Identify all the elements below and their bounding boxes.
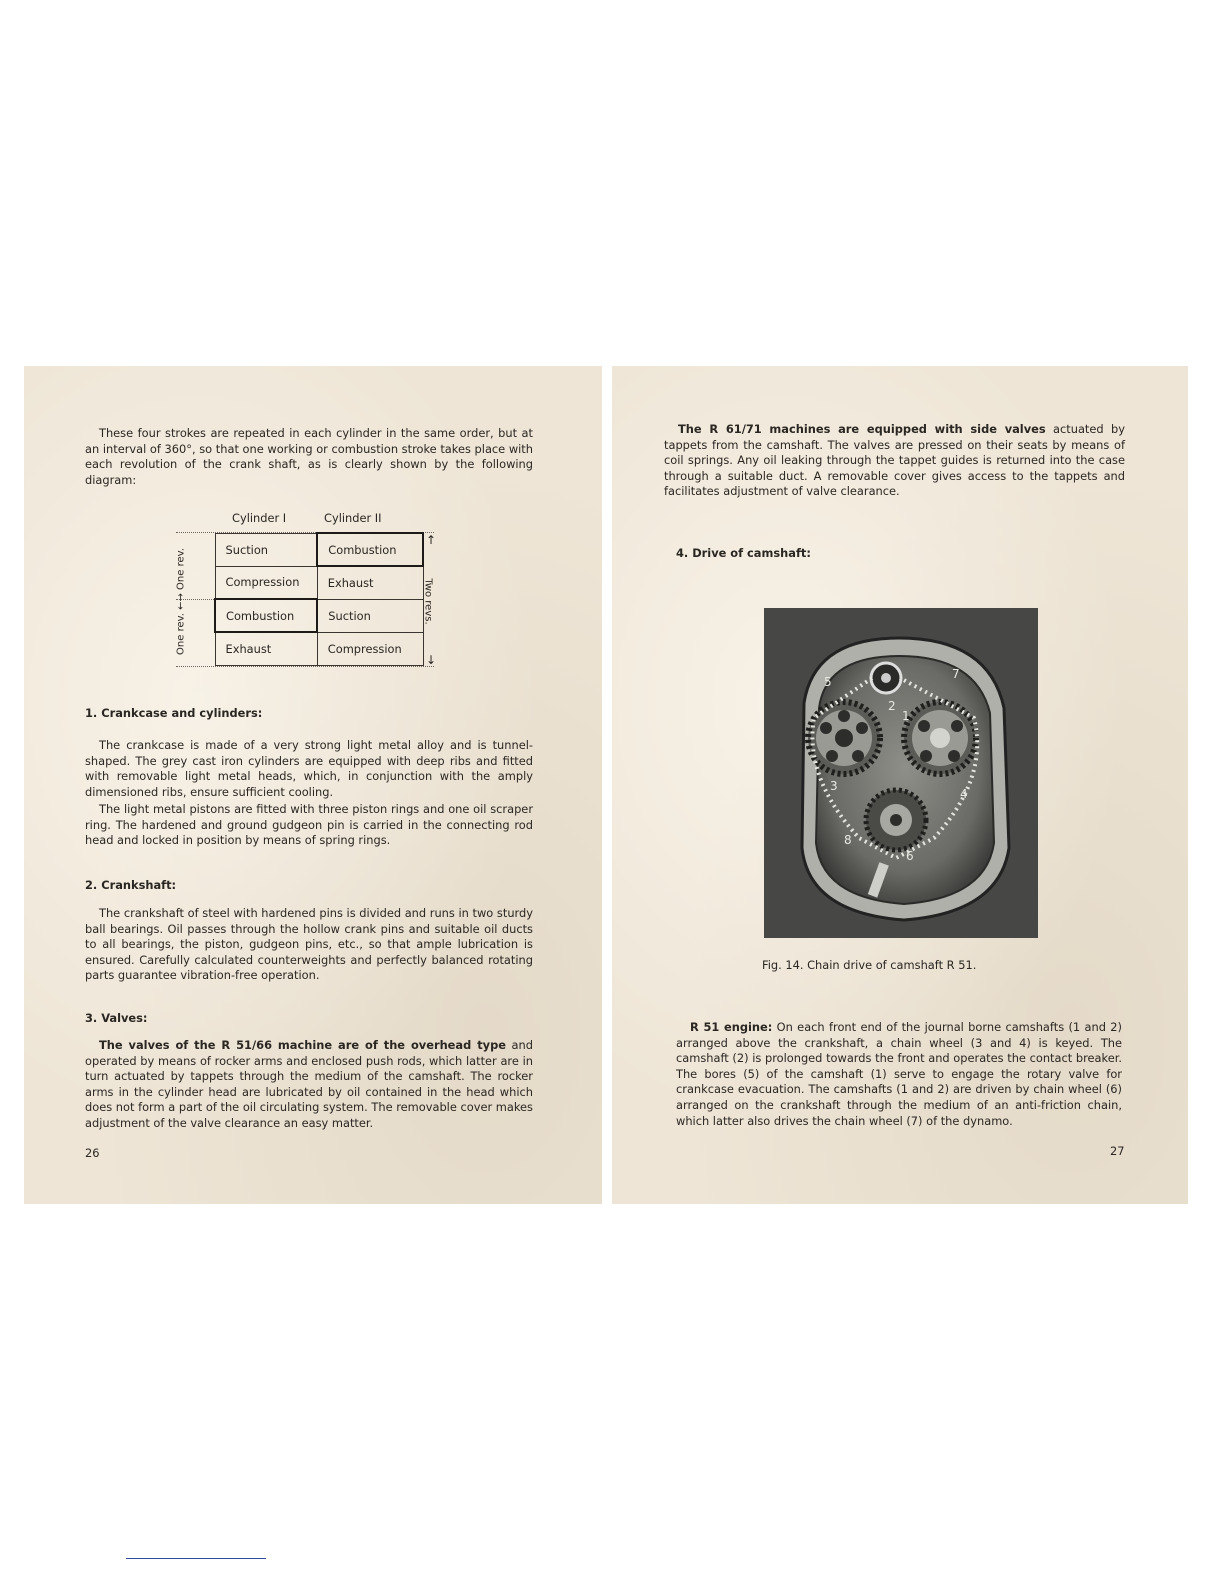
left-page <box>24 366 602 1204</box>
right-page <box>612 366 1188 1204</box>
camshaft-chain-drive-photo <box>764 608 1038 938</box>
section-heading-valves: 3. Valves: <box>85 1011 148 1025</box>
photo-label-1: 1 <box>902 709 910 723</box>
engine-illustration <box>764 608 1038 938</box>
column-header-cylinder-1: Cylinder I <box>232 511 287 525</box>
crankcase-paragraph-1: The crankcase is made of a very strong light metal alloy and is tunnel-shaped. The grey cast iron cylinders are equipped with deep ribs and fitted with removable light metal heads, which, in conjunction with the amply dimensioned ribs, ensure sufficient cooling. <box>85 738 533 799</box>
photo-label-3: 3 <box>830 779 838 793</box>
bottom-rule <box>126 1558 266 1559</box>
photo-label-6: 6 <box>906 849 914 863</box>
page-number-right: 27 <box>1110 1144 1125 1158</box>
r51-engine-bold-lead: R 51 engine: <box>690 1020 773 1034</box>
table-row <box>215 599 423 632</box>
table-cell: Exhaust <box>317 566 423 599</box>
stroke-table <box>214 532 424 666</box>
left-revolution-label: One rev. ←→ One rev. <box>175 548 187 655</box>
photo-label-4: 4 <box>960 787 968 801</box>
figure-caption: Fig. 14. Chain drive of camshaft R 51. <box>762 958 977 972</box>
photo-label-5: 5 <box>824 675 832 689</box>
intro-paragraph: These four strokes are repeated in each cylinder in the same order, but at an interval of 360°, so that one working or combustion stroke takes place with each revolution of the crank shaft, as is clearly shown by the following diagram: <box>85 426 533 487</box>
table-cell: Combustion <box>215 599 317 632</box>
valves-paragraph <box>85 1038 533 1132</box>
r51-engine-paragraph <box>676 1020 1122 1129</box>
side-valves-bold-lead: The R 61/71 machines are equipped with side valves <box>678 422 1046 436</box>
valves-text: and operated by means of rocker arms and enclosed push rods, which latter are in turn actuated by tappets through the medium of the camshaft. The rocker arms in the cylinder head are lubricated by oil contained in the head which does not form a part of the oil circulating system. The removable cover makes adjustment of the valve clearance an easy matter. <box>85 1038 533 1130</box>
crankshaft-paragraph: The crankshaft of steel with hardened pins is divided and runs in two sturdy ball bearings. Oil passes through the hollow crank pins and suitable oil ducts to all bearings, the piston, gudgeon pins, etc., so that ample lubrication is ensured. Carefully calculated counterweights and perfectly balanced rotating parts guarantee vibration-free operation. <box>85 906 533 983</box>
table-cell: Suction <box>317 599 423 632</box>
photo-label-7: 7 <box>952 667 960 681</box>
right-revolution-label: Two revs. <box>422 578 434 625</box>
column-header-cylinder-2: Cylinder II <box>324 511 382 525</box>
valves-bold-lead: The valves of the R 51/66 machine are of the overhead type <box>99 1038 506 1052</box>
table-cell: Exhaust <box>215 632 317 665</box>
r51-engine-text: On each front end of the journal borne camshafts (1 and 2) arranged above the crankshaft, a chain wheel (3 and 4) is keyed. The camshaft (2) is prolonged towards the front and operates the contact breaker. The bores (5) of the camshaft (1) serve to engage the rotary valve for crankcase evacuation. The camshafts (1 and 2) are driven by chain wheel (6) arranged on the crankshaft through the medium of an anti-friction chain, which latter also drives the chain wheel (7) of the dynamo. <box>676 1020 1122 1128</box>
down-arrow-icon: ↓ <box>426 653 437 667</box>
section-heading-crankcase: 1. Crankcase and cylinders: <box>85 706 263 720</box>
table-cell: Compression <box>215 566 317 599</box>
table-cell: Suction <box>215 533 317 566</box>
table-row <box>215 566 423 599</box>
side-valves-paragraph <box>664 422 1125 500</box>
table-row <box>215 533 423 566</box>
table-row <box>215 632 423 665</box>
dotted-line-bottom <box>176 666 434 667</box>
section-heading-crankshaft: 2. Crankshaft: <box>85 878 177 892</box>
photo-label-2: 2 <box>888 699 896 713</box>
section-heading-drive-of-camshaft: 4. Drive of camshaft: <box>676 546 811 560</box>
crankcase-paragraph-2: The light metal pistons are fitted with three piston rings and one oil scraper ring. The hardened and ground gudgeon pin is carried in the connecting rod head and locked in position by means of spring rings. <box>85 802 533 848</box>
up-arrow-icon: ↑ <box>426 533 437 547</box>
table-cell: Combustion <box>317 533 423 566</box>
table-cell: Compression <box>317 632 423 665</box>
photo-label-8: 8 <box>844 833 852 847</box>
side-valves-text: actuated by tappets from the camshaft. The valves are pressed on their seats by means of coil springs. Any oil leaking through the tappet guides is returned into the case through a suitable duct. A removable cover gives access to the tappets and facilitates adjustment of valve clearance. <box>664 422 1126 499</box>
page-number-left: 26 <box>85 1146 100 1160</box>
